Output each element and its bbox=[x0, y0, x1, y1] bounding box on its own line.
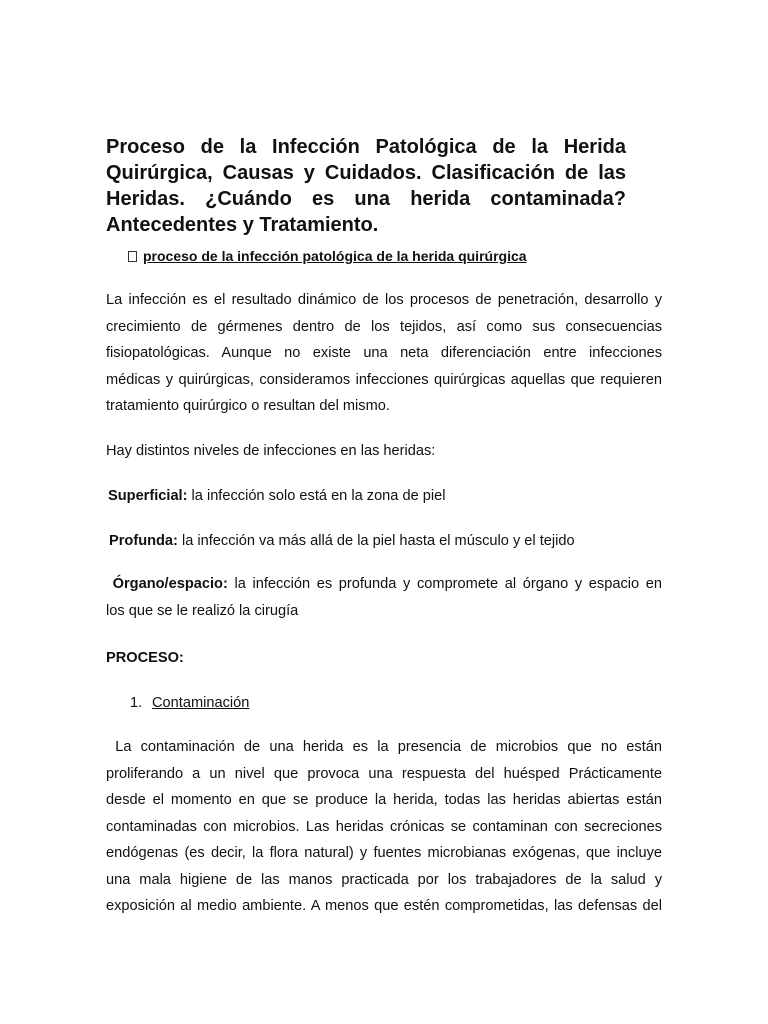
level-label: Superficial: bbox=[108, 488, 188, 504]
level-label: Órgano/espacio: bbox=[112, 576, 228, 592]
list-item-contaminacion bbox=[130, 693, 249, 713]
level-superficial bbox=[108, 486, 445, 506]
paragraph-line: La infección es el resultado dinámico de los procesos de penetración, desarrollo y bbox=[106, 292, 662, 308]
paragraph-line: tratamiento quirúrgico o resultan del mismo. bbox=[106, 398, 390, 414]
paragraph-line: crecimiento de gérmenes dentro de los tejidos, así como sus consecuencias bbox=[106, 318, 662, 335]
proceso-heading: PROCESO: bbox=[106, 650, 184, 666]
paragraph-line: La contaminación de una herida es la presencia de microbios que no están bbox=[115, 739, 662, 755]
subheading-text: proceso de la infección patológica de la herida quirúrgica bbox=[143, 248, 527, 264]
paragraph-line bbox=[106, 571, 662, 598]
title-line: Heridas. ¿Cuándo es una herida contaminada? bbox=[106, 188, 626, 210]
intro-paragraph bbox=[106, 287, 662, 420]
level-text: la infección va más allá de la piel hasta el músculo y el tejido bbox=[177, 533, 575, 549]
paragraph-line: fisiopatológicas. Aunque no existe una neta diferenciación entre infecciones bbox=[106, 345, 662, 361]
title-line: Antecedentes y Tratamiento. bbox=[106, 214, 379, 236]
level-label: Profunda: bbox=[109, 533, 178, 549]
levels-intro: Hay distintos niveles de infecciones en las heridas: bbox=[106, 443, 436, 459]
paragraph-line: los que se le realizó la cirugía bbox=[106, 602, 299, 619]
level-profunda bbox=[109, 531, 575, 551]
section-subheading bbox=[128, 247, 527, 265]
paragraph-line: una mala higiene de las manos practicada por los trabajadores de la salud y bbox=[106, 871, 662, 888]
paragraph-line: desde el momento en que se produce la herida, todas las heridas abiertas están bbox=[106, 792, 662, 808]
paragraph-line: contaminadas con microbios. Las heridas crónicas se contaminan con secreciones bbox=[106, 818, 662, 835]
list-number: 1. bbox=[130, 695, 143, 711]
list-label: Contaminación bbox=[152, 695, 250, 711]
title-line: Proceso de la Infección Patológica de la Herida bbox=[106, 136, 626, 158]
title-line: Quirúrgica, Causas y Cuidados. Clasificación de las bbox=[106, 162, 626, 184]
level-text: la infección es profunda y compromete al órgano y espacio en bbox=[234, 576, 662, 592]
paragraph-line: exposición al medio ambiente. A menos que estén comprometidas, las defensas del bbox=[106, 898, 662, 914]
paragraph-line: médicas y quirúrgicas, consideramos infecciones quirúrgicas aquellas que requieren bbox=[106, 371, 662, 388]
document-title bbox=[106, 134, 626, 238]
paragraph-line: proliferando a un nivel que provoca una respuesta del huésped Prácticamente bbox=[106, 765, 662, 782]
paragraph-line: endógenas (es decir, la flora natural) y fuentes microbianas exógenas, que incluye bbox=[106, 845, 662, 861]
level-organo bbox=[106, 571, 662, 624]
level-text: la infección solo está en la zona de piel bbox=[187, 488, 446, 504]
contamination-paragraph bbox=[106, 734, 662, 920]
bullet-box-icon bbox=[128, 251, 137, 262]
